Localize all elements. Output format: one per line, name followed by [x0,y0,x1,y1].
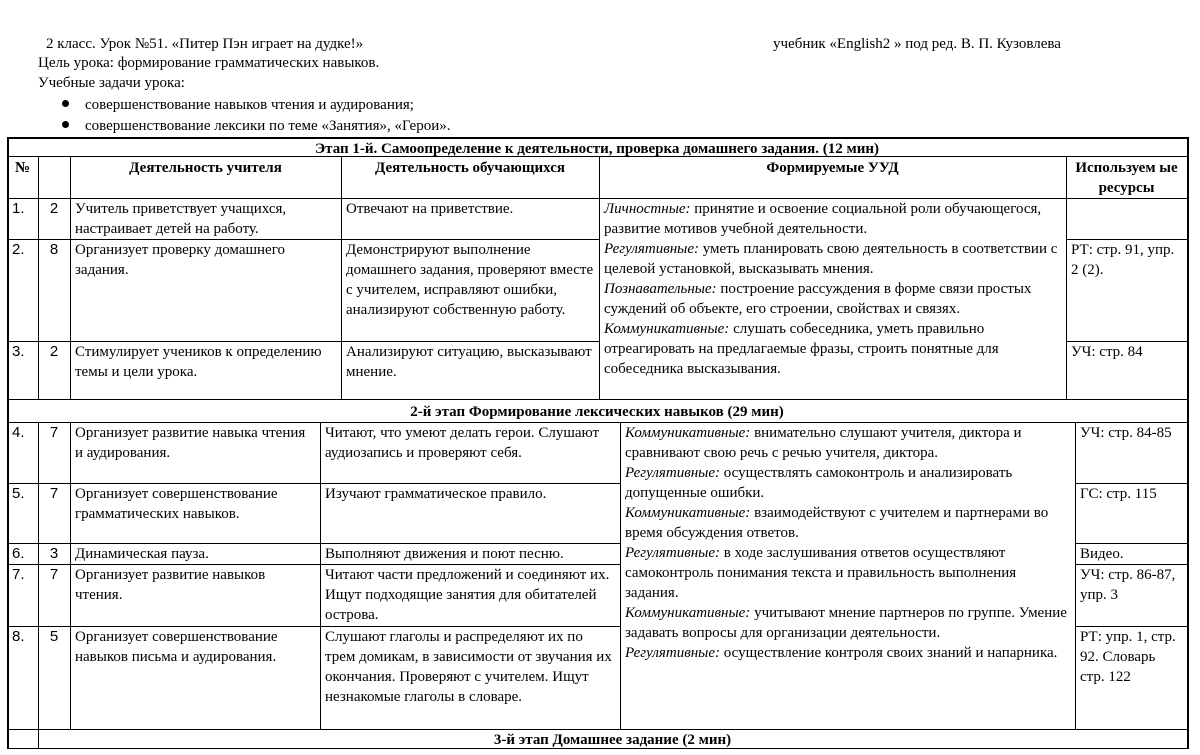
teacher-activity: Учитель приветствует учащихся, настраивает детей на работу. [75,201,287,237]
uud-label: Коммуникативные: [625,425,751,441]
row-number: 4. [12,424,25,441]
uud-label: Коммуникативные: [604,321,730,337]
uud-label: Регулятивные: [625,545,720,561]
row-number: 3. [12,343,25,360]
bullet-icon [62,121,69,128]
textbook-reference: учебник «English2 » под ред. В. П. Кузовлева [773,36,1061,52]
row-number: 1. [12,200,25,217]
row-number: 7. [12,566,25,583]
teacher-activity: Организует проверку домашнего задания. [75,242,285,278]
resources: РТ: стр. 91, упр. 2 (2). [1071,242,1175,278]
column-header-resources: Используем ые ресурсы [1075,160,1178,196]
stage-title: 3-й этап Домашнее задание (2 мин) [493,732,732,748]
student-activity: Слушают глаголы и распределяют их по трем домикам, в зависимости от звучания их окончания. Проверяют с учителем. Ищут незнакомые глаголы в словаре. [325,629,612,705]
uud-text: уметь планировать свою деятельность в соответствии с целевой установкой, высказывать мнения. [604,241,1058,277]
bullet-icon [62,100,69,107]
teacher-activity: Организует совершенствование навыков письма и аудирования. [75,629,278,665]
table-border [7,483,620,484]
table-border [620,422,621,729]
uud-text: взаимодействуют с учителем и партнерами во время обсуждения ответов. [625,505,1049,541]
student-activity: Изучают грамматическое правило. [325,486,547,502]
uud-item [604,279,1061,319]
resources: РТ: упр. 1, стр. 92. Словарь стр. 122 [1080,629,1176,685]
uud-text: учитывают мнение партнеров по группе. Умение задавать вопросы для организации деятельности. [625,605,1067,641]
uud-text: осуществление контроля своих знаний и напарника. [720,645,1058,661]
table-border [7,399,1188,400]
student-activity: Читают части предложений и соединяют их. Ищут подходящие занятия для обитателей острова. [325,567,610,623]
table-border [38,157,39,198]
column-header-number: № [14,160,31,176]
row-minutes: 3 [49,545,59,562]
table-border [320,422,321,729]
uud-label: Регулятивные: [625,645,720,661]
student-activity: Отвечают на приветствие. [346,201,514,217]
table-border [1066,341,1188,342]
table-border [1075,422,1076,729]
row-number: 2. [12,241,25,258]
stage-title: 2-й этап Формирование лексических навыков (29 мин) [410,404,784,420]
uud-item [604,239,1061,279]
resources: УЧ: стр. 84-85 [1080,425,1172,441]
table-border [7,239,599,240]
uud-item [625,543,1070,603]
resources: УЧ: стр. 86-87, упр. 3 [1080,567,1176,603]
table-border [7,543,620,544]
teacher-activity: Организует развитие навыка чтения и аудирования. [75,425,306,461]
table-border [599,157,600,399]
uud-item [625,463,1070,503]
uud-text: построение рассуждения в форме связи простых суждений об объекте, его строении, свойствах и связях. [604,281,1032,317]
table-border [1075,626,1188,627]
uud-text: принятие и освоение социальной роли обучающегося, развитие мотивов учебной деятельности. [604,201,1042,237]
uud-label: Коммуникативные: [625,505,751,521]
uud-item [625,423,1070,463]
task-item: совершенствование лексики по теме «Занятия», «Герои». [62,116,451,136]
teacher-activity: Стимулирует учеников к определению темы и цели урока. [75,344,322,380]
uud-text: осуществлять самоконтроль и анализировать допущенные ошибки. [625,465,1013,501]
row-minutes: 2 [49,343,59,360]
student-activity: Читают, что умеют делать герои. Слушают аудиозапись и проверяют себя. [325,425,600,461]
table-border [1075,543,1188,544]
resources: Видео. [1080,546,1124,562]
table-border [7,564,620,565]
table-border [1066,157,1067,399]
column-header-uud: Формируемые УУД [766,160,899,176]
table-border [70,157,71,399]
uud-item [625,643,1070,663]
uud-text: внимательно слушают учителя, диктора и сравнивают свою речь с речью учителя, диктора. [625,425,1022,461]
teacher-activity: Динамическая пауза. [75,546,209,562]
student-activity: Демонстрируют выполнение домашнего задания, проверяют вместе с учителем, исправляют ошибки, анализируют собственную работу. [346,242,594,318]
row-number: 8. [12,628,25,645]
lesson-title: 2 класс. Урок №51. «Питер Пэн играет на дудке!» [46,36,364,52]
row-minutes: 2 [49,200,59,217]
uud-item [625,603,1070,643]
table-border [7,748,1188,749]
task-item: совершенствование навыков чтения и аудирования; [62,95,414,115]
uud-label: Познавательные: [604,281,717,297]
table-border [341,157,342,399]
table-border [7,341,599,342]
uud-cell [599,198,1066,399]
resources: УЧ: стр. 84 [1071,344,1143,360]
row-number: 5. [12,485,25,502]
row-minutes: 5 [49,628,59,645]
uud-text: в ходе заслушивания ответов осуществляют самоконтроль понимания текста и правильность выполнения задания. [625,545,1017,601]
resources: ГС: стр. 115 [1080,486,1157,502]
column-header-students: Деятельность обучающихся [375,160,565,176]
row-minutes: 7 [49,485,59,502]
table-border [7,626,620,627]
uud-label: Личностные: [604,201,691,217]
uud-text: слушать собеседника, уметь правильно отреагировать на предлагаемые фразы, строить понятные для собеседника высказывания. [604,321,999,377]
table-border [38,422,39,729]
uud-item [625,503,1070,543]
uud-item [604,319,1061,379]
table-border [70,422,71,729]
student-activity: Выполняют движения и поют песню. [325,546,564,562]
lesson-goal: Цель урока: формирование грамматических навыков. [38,55,380,71]
uud-label: Коммуникативные: [625,605,751,621]
student-activity: Анализируют ситуацию, высказывают мнение. [346,344,592,380]
table-border [1075,483,1188,484]
row-minutes: 8 [49,241,59,258]
tasks-label: Учебные задачи урока: [38,75,185,91]
uud-label: Регулятивные: [604,241,699,257]
row-minutes: 7 [49,566,59,583]
uud-item [604,199,1061,239]
lesson-table [7,137,1188,749]
row-minutes: 7 [49,424,59,441]
resources [1066,198,1187,239]
teacher-activity: Организует совершенствование грамматических навыков. [75,486,278,522]
row-number: 6. [12,545,25,562]
table-border [1066,239,1188,240]
table-border [1187,137,1189,749]
column-header-teacher: Деятельность учителя [129,160,282,176]
table-border [1075,564,1188,565]
teacher-activity: Организует развитие навыков чтения. [75,567,266,603]
stage-title: Этап 1-й. Самоопределение к деятельности, проверка домашнего задания. (12 мин) [314,141,879,156]
uud-cell [620,422,1075,729]
uud-label: Регулятивные: [625,465,720,481]
